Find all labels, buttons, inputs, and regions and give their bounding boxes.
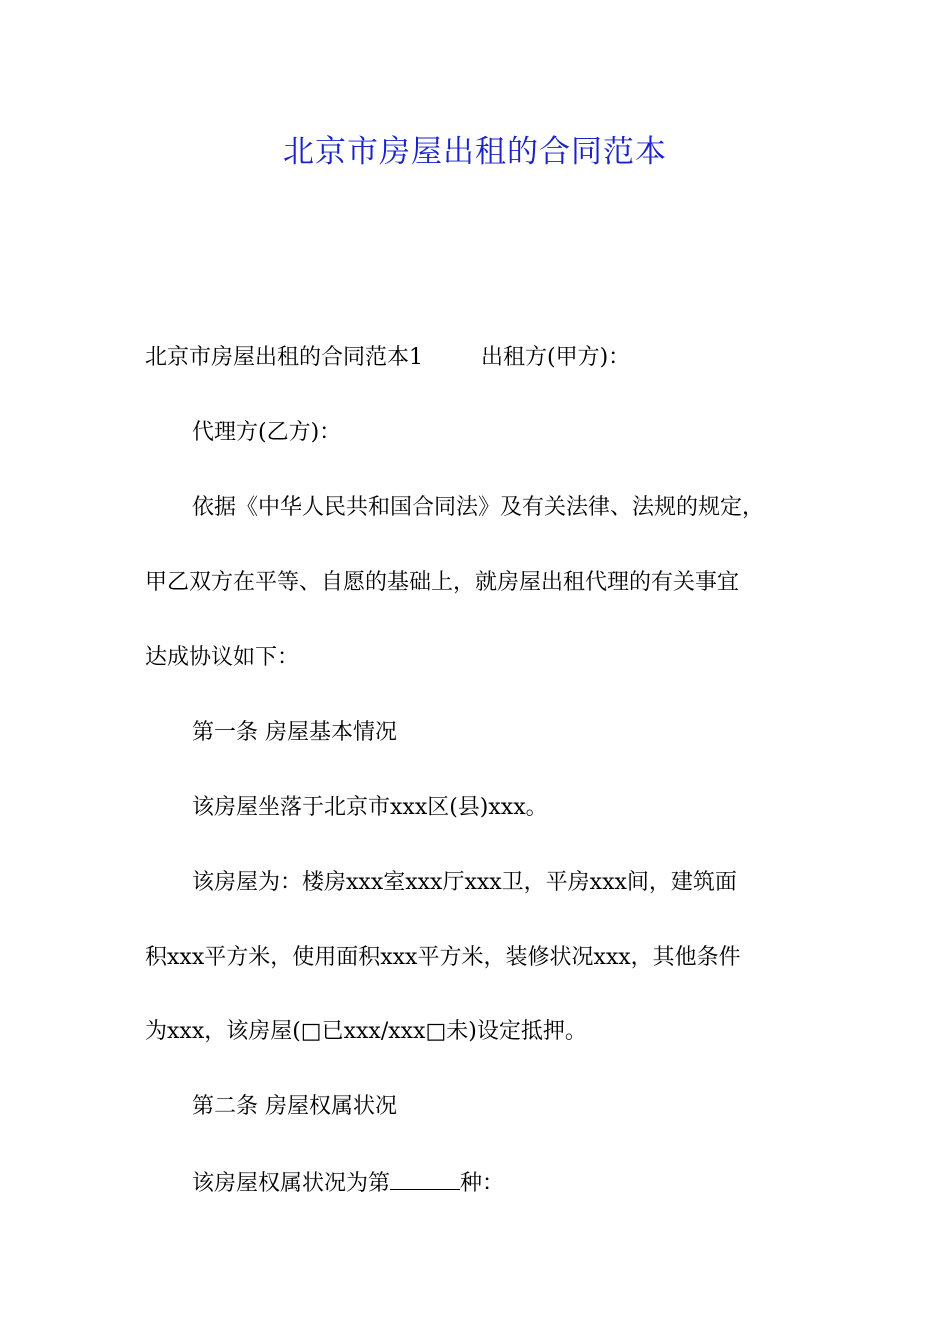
- paragraph-line: 达成协议如下：: [145, 645, 300, 670]
- article-heading: 第二条 房屋权属状况: [192, 1094, 397, 1119]
- paragraph-line: [192, 1167, 504, 1199]
- lessor-label: 出租方(甲方)：: [481, 345, 631, 370]
- document-title: 北京市房屋出租的合同范本: [283, 134, 667, 170]
- ownership-label: 该房屋权属状况为第: [192, 1171, 391, 1196]
- article-heading: 第一条 房屋基本情况: [192, 720, 397, 745]
- ownership-suffix: 种：: [460, 1171, 505, 1196]
- paragraph-line: [145, 343, 630, 373]
- paragraph-line: 为xxx，该房屋(□已xxx/xxx□未)设定抵押。: [145, 1019, 587, 1044]
- fill-in-blank: [390, 1167, 460, 1190]
- paragraph-line: 积xxx平方米，使用面积xxx平方米，装修状况xxx，其他条件: [145, 945, 741, 970]
- contract-heading: 北京市房屋出租的合同范本1: [145, 345, 423, 370]
- paragraph-line: 该房屋为：楼房xxx室xxx厅xxx卫，平房xxx间，建筑面: [192, 870, 737, 895]
- paragraph-line: 甲乙双方在平等、自愿的基础上，就房屋出租代理的有关事宜: [145, 570, 740, 595]
- agent-label: 代理方(乙方)：: [192, 420, 342, 445]
- paragraph-line: 依据《中华人民共和国合同法》及有关法律、法规的规定，: [192, 495, 765, 520]
- paragraph-line: 该房屋坐落于北京市xxx区(县)xxx。: [192, 795, 548, 820]
